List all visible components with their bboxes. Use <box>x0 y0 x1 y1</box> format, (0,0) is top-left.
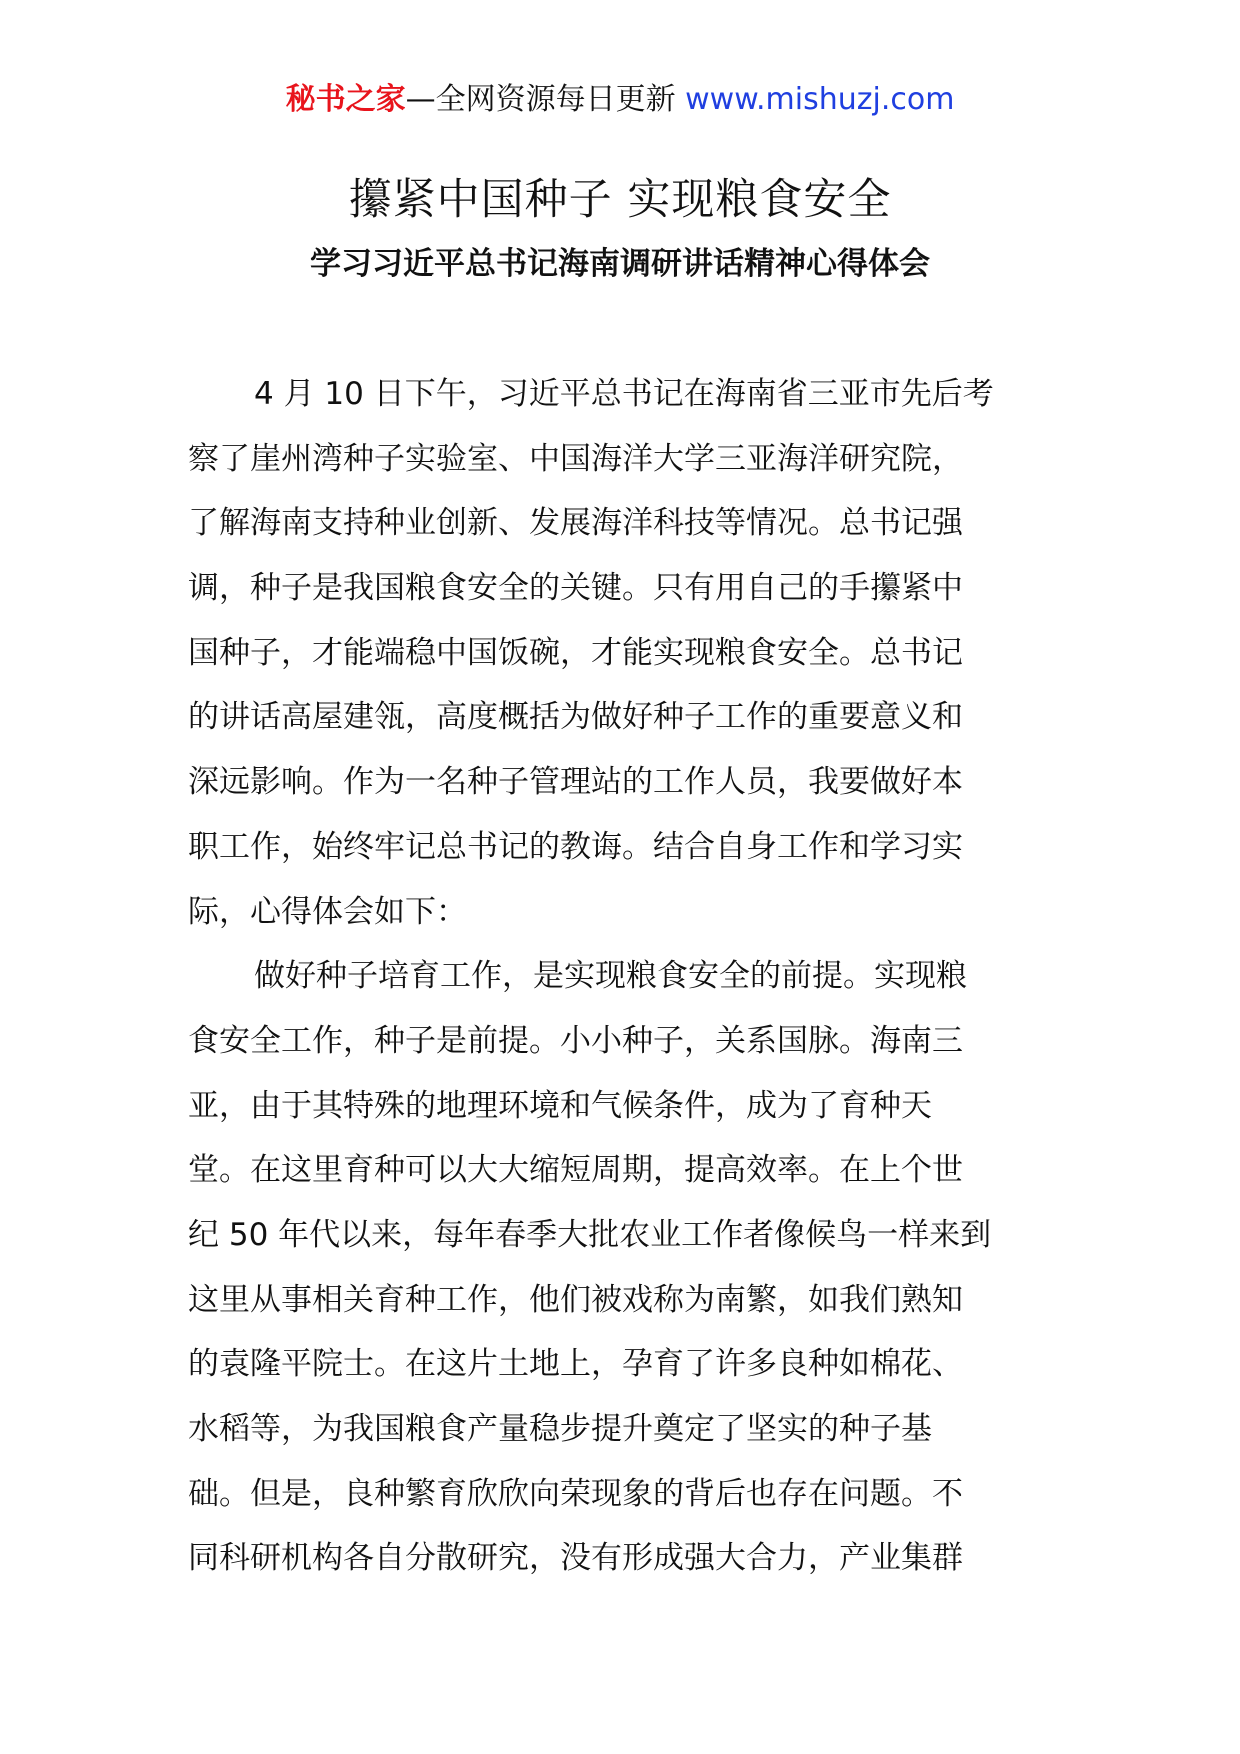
body-line: 纪 50 年代以来，每年春季大批农业工作者像候鸟一样来到 <box>188 1216 992 1253</box>
body-line: 这里从事相关育种工作，他们被戏称为南繁，如我们熟知 <box>188 1281 963 1318</box>
site-header <box>0 80 1240 120</box>
body-line: 职工作，始终牢记总书记的教诲。结合自身工作和学习实 <box>188 828 963 865</box>
body-line: 堂。在这里育种可以大大缩短周期，提高效率。在上个世 <box>188 1152 963 1189</box>
body-line: 同科研机构各自分散研究，没有形成强大合力，产业集群 <box>188 1540 963 1577</box>
site-brand-name: 秘书之家 <box>285 82 406 117</box>
site-tagline: —全网资源每日更新 <box>405 82 686 117</box>
body-line: 水稻等，为我国粮食产量稳步提升奠定了坚实的种子基 <box>188 1411 932 1447</box>
document-subtitle: 学习习近平总书记海南调研讲话精神心得体会 <box>310 246 930 282</box>
body-line: 础。但是，良种繁育欣欣向荣现象的背后也存在问题。不 <box>188 1475 963 1512</box>
body-line: 调，种子是我国粮食安全的关键。只有用自己的手攥紧中 <box>188 570 963 607</box>
document-body <box>188 362 1056 1591</box>
body-line: 4 月 10 日下午，习近平总书记在海南省三亚市先后考 <box>254 376 994 412</box>
site-url-link[interactable]: www.mishuzj.com <box>685 82 955 117</box>
body-line: 亚，由于其特殊的地理环境和气候条件，成为了育种天 <box>188 1087 932 1124</box>
body-line: 的袁隆平院士。在这片土地上，孕育了许多良种如棉花、 <box>188 1346 963 1383</box>
body-line: 察了崖州湾种子实验室、中国海洋大学三亚海洋研究院， <box>188 440 963 477</box>
body-line: 的讲话高屋建瓴，高度概括为做好种子工作的重要意义和 <box>188 699 963 736</box>
body-line: 了解海南支持种业创新、发展海洋科技等情况。总书记强 <box>188 505 963 542</box>
document-title: 攥紧中国种子 实现粮食安全 <box>348 175 892 225</box>
body-line: 国种子，才能端稳中国饭碗，才能实现粮食安全。总书记 <box>188 634 963 671</box>
body-line: 食安全工作，种子是前提。小小种子，关系国脉。海南三 <box>188 1022 963 1059</box>
body-line: 做好种子培育工作，是实现粮食安全的前提。实现粮 <box>254 958 967 995</box>
body-line: 深远影响。作为一名种子管理站的工作人员，我要做好本 <box>188 764 963 801</box>
body-line: 际，心得体会如下： <box>188 893 467 930</box>
